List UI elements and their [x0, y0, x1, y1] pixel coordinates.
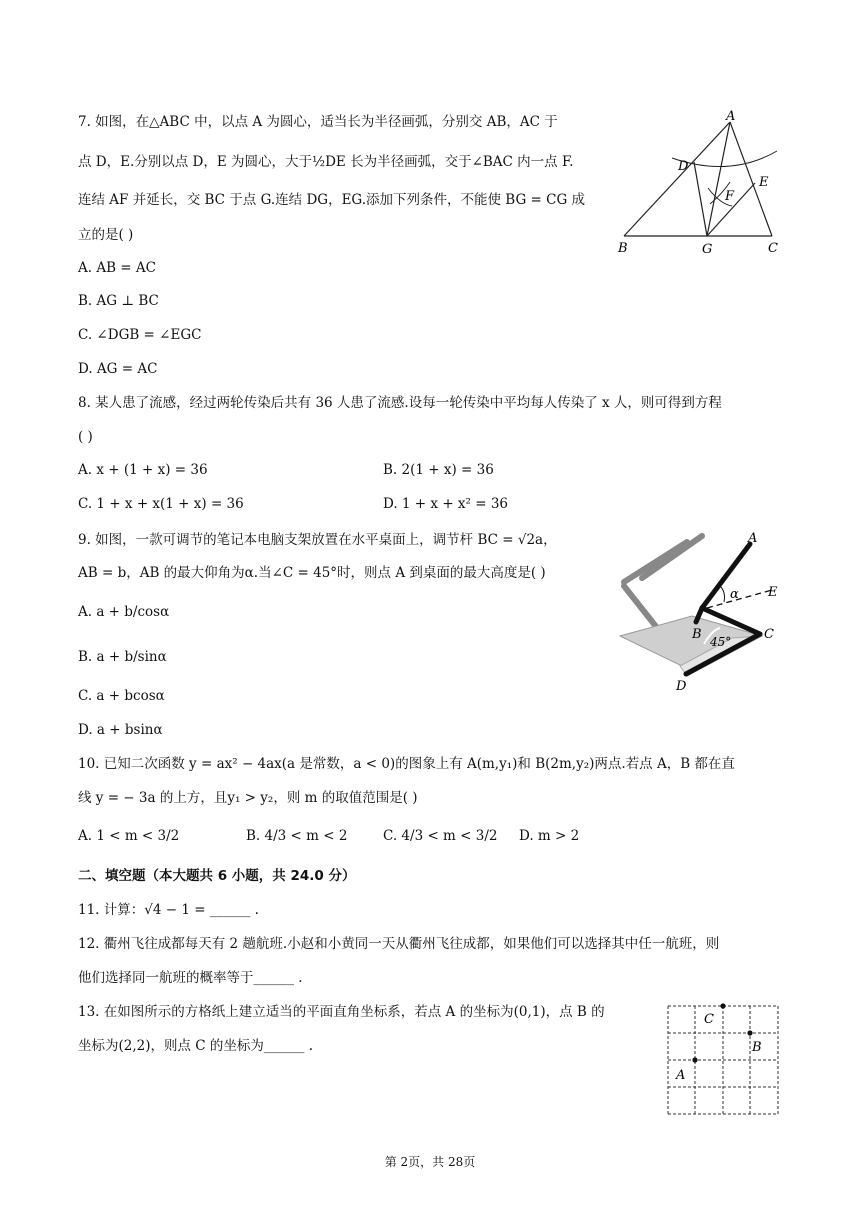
- q9-fig-label-b: B: [692, 627, 702, 642]
- q13-line-1: 13. 在如图所示的方格纸上建立适当的平面直角坐标系，若点 A 的坐标为(0,1)，点 B 的: [78, 1004, 605, 1020]
- q8-line-1: 8. 某人患了流感，经过两轮传染后共有 36 人患了流感.设每一轮传染中平均每人传染了 x 人，则可得到方程: [78, 395, 722, 411]
- q7-line-2: 点 D，E.分别以点 D，E 为圆心，大于½DE 长为半径画弧，交于∠BAC 内一点 F.: [78, 154, 574, 170]
- q12-line-2: 他们选择同一航班的概率等于______ .: [78, 970, 303, 986]
- q9-fig-label-45: 45°: [710, 635, 732, 649]
- q10-line-1: 10. 已知二次函数 y = ax² − 4ax(a 是常数，a < 0)的图象上有 A(m,y₁)和 B(2m,y₂)两点.若点 A，B 都在直: [78, 756, 735, 772]
- q7-option-a: A. AB = AC: [78, 260, 156, 276]
- q11-line: 11. 计算：√4 − 1 = ______ .: [78, 902, 259, 918]
- q10-line-2: 线 y = − 3a 的上方，且y₁ > y₂，则 m 的取值范围是( ): [78, 790, 418, 806]
- q7-option-d: D. AG = AC: [78, 361, 158, 377]
- section-heading-fill-in: 二、填空题（本大题共 6 小题，共 24.0 分）: [78, 868, 356, 884]
- q9-fig-label-a: A: [748, 531, 758, 546]
- q7-fig-label-b: B: [618, 241, 628, 256]
- q9-option-b: B. a + b/sinα: [78, 649, 167, 665]
- q8-line-2: ( ): [78, 429, 93, 445]
- q7-fig-label-c: C: [768, 241, 778, 256]
- q7-fig-label-f: F: [725, 189, 735, 204]
- q9-option-d: D. a + bsinα: [78, 722, 163, 738]
- q13-point-b: [747, 1030, 752, 1035]
- q13-line-2: 坐标为(2,2)，则点 C 的坐标为______ .: [78, 1038, 313, 1054]
- page-footer: 第 2页，共 28页: [384, 1155, 476, 1169]
- q13-fig-label-b: B: [752, 1040, 762, 1055]
- q9-line-1: 9. 如图，一款可调节的笔记本电脑支架放置在水平桌面上，调节杆 BC = √2a，: [78, 532, 557, 548]
- q7-triangle-figure: [612, 108, 792, 258]
- q9-fig-label-e: E: [768, 585, 778, 600]
- q9-option-a: A. a + b/cosα: [78, 604, 170, 620]
- q13-grid-figure: [666, 1002, 782, 1118]
- q9-option-c: C. a + bcosα: [78, 688, 165, 704]
- q10-option-c: C. 4/3 < m < 3/2: [383, 828, 498, 844]
- q7-fig-label-e: E: [759, 175, 769, 190]
- q10-option-b: B. 4/3 < m < 2: [246, 828, 348, 844]
- q10-option-a: A. 1 < m < 3/2: [78, 828, 180, 844]
- q8-option-c: C. 1 + x + x(1 + x) = 36: [78, 496, 244, 512]
- q7-fig-label-g: G: [702, 242, 713, 257]
- q13-point-a: [692, 1057, 697, 1062]
- q9-fig-label-alpha: α: [730, 587, 739, 602]
- q9-laptop-stand-figure: [612, 526, 792, 696]
- q7-line-3: 连结 AF 并延长，交 BC 于点 G.连结 DG，EG.添加下列条件，不能使 BG = CG 成: [78, 192, 586, 208]
- q10-option-d: D. m > 2: [519, 828, 580, 844]
- q7-line-4: 立的是( ): [78, 227, 134, 243]
- q8-option-b: B. 2(1 + x) = 36: [383, 462, 494, 478]
- q9-fig-label-c: C: [764, 627, 774, 642]
- q7-option-b: B. AG ⊥ BC: [78, 293, 159, 309]
- q13-fig-label-a: A: [676, 1068, 686, 1083]
- q7-fig-label-a: A: [726, 109, 736, 124]
- q7-line-1: 7. 如图，在△ABC 中，以点 A 为圆心，适当长为半径画弧，分别交 AB，AC 于: [78, 114, 558, 130]
- q13-fig-label-c: C: [704, 1012, 714, 1027]
- q12-line-1: 12. 衢州飞往成都每天有 2 趟航班.小赵和小黄同一天从衢州飞往成都，如果他们可以选择其中任一航班，则: [78, 936, 720, 952]
- q7-option-c: C. ∠DGB = ∠EGC: [78, 327, 202, 343]
- q7-fig-label-d: D: [678, 159, 689, 174]
- q8-option-a: A. x + (1 + x) = 36: [78, 462, 208, 478]
- q9-line-2: AB = b，AB 的最大仰角为α.当∠C = 45°时，则点 A 到桌面的最大高度是( ): [78, 565, 546, 581]
- q8-option-d: D. 1 + x + x² = 36: [383, 496, 509, 512]
- q13-point-c: [720, 1003, 725, 1008]
- q9-fig-label-d: D: [676, 679, 687, 694]
